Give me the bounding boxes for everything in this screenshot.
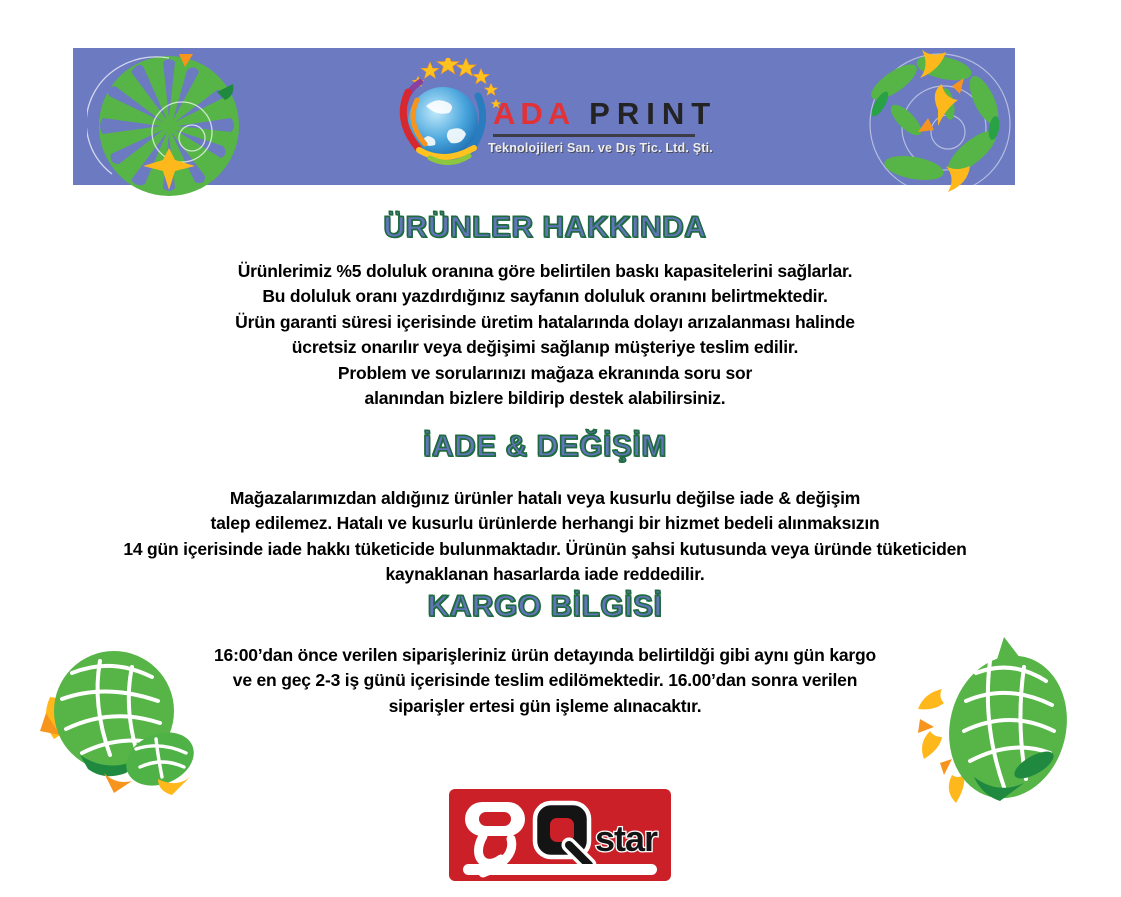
brand-tagline: Teknolojileri San. ve Dış Tic. Ltd. Şti. [488, 141, 713, 155]
body-line: alanından bizlere bildirip destek alabilirsiniz. [364, 388, 726, 409]
qstar-q-glyph [535, 803, 589, 865]
body-line: Bu doluluk oranı yazdırdığınız sayfanın doluluk oranını belirtmektedir. [262, 286, 828, 307]
body-line: Problem ve sorularınızı mağaza ekranında soru sor [337, 362, 753, 383]
header-banner [73, 48, 1015, 185]
qstar-star-text: star [595, 818, 658, 859]
section-heading-kargo-bilgisi: KARGO BİLGİSİ [427, 590, 663, 623]
qstar-underline-bar [463, 864, 657, 875]
body-line: Mağazalarımızdan aldığınız ürünler hatalı veya kusurlu değilse iade & değişim [229, 488, 861, 508]
brand-ada: ADA [493, 96, 576, 131]
body-line: siparişler ertesi gün işleme alınacaktır. [388, 695, 702, 716]
body-line: Ürünlerimiz %5 doluluk oranına göre belirtilen baskı kapasitelerini sağlarlar. [237, 261, 853, 281]
body-line: 14 gün içerisinde iade hakkı tüketicide bulunmaktadır. Ürünün şahsi kutusunda veya üründe tüketiciden [123, 538, 967, 559]
brand-name [493, 98, 717, 129]
body-line: kaynaklanan hasarlarda iade reddedilir. [385, 564, 705, 585]
body-line: talep edilemez. Hatalı ve kusurlu ürünlerde herhangi bir hizmet bedeli alınmaksızın [210, 513, 880, 534]
brand-print: PRINT [589, 96, 718, 131]
leaf-ball-bottom-right-decoration [912, 635, 1077, 810]
body-line: 16:00’dan önce verilen siparişleriniz ürün detayında belirtildği gibi aynı gün kargo [214, 645, 876, 665]
section-body-urunler-hakkinda [0, 259, 1090, 412]
ada-print-logo [388, 58, 788, 183]
body-line: ücretsiz onarılır veya değişimi sağlanıp müşteriye teslim edilir. [291, 337, 799, 358]
section-heading-iade-degisim: İADE & DEĞİŞİM [423, 430, 667, 463]
leaf-ball-bottom-left-decoration [40, 645, 205, 800]
body-line: Ürün garanti süresi içerisinde üretim hatalarında dolayı arızalanması halinde [235, 311, 855, 332]
body-line: ve en geç 2-3 iş günü içerisinde teslim edilömektedir. 16.00’dan sonra verilen [232, 670, 858, 691]
section-heading-urunler-hakkinda: ÜRÜNLER HAKKINDA [383, 211, 707, 244]
qstar-logo [449, 789, 671, 881]
leaf-spiral-top-right-decoration [852, 48, 1015, 193]
section-body-iade-degisim [0, 486, 1090, 588]
brand-underline [493, 134, 695, 137]
leaf-spiral-top-left-decoration [87, 54, 252, 204]
